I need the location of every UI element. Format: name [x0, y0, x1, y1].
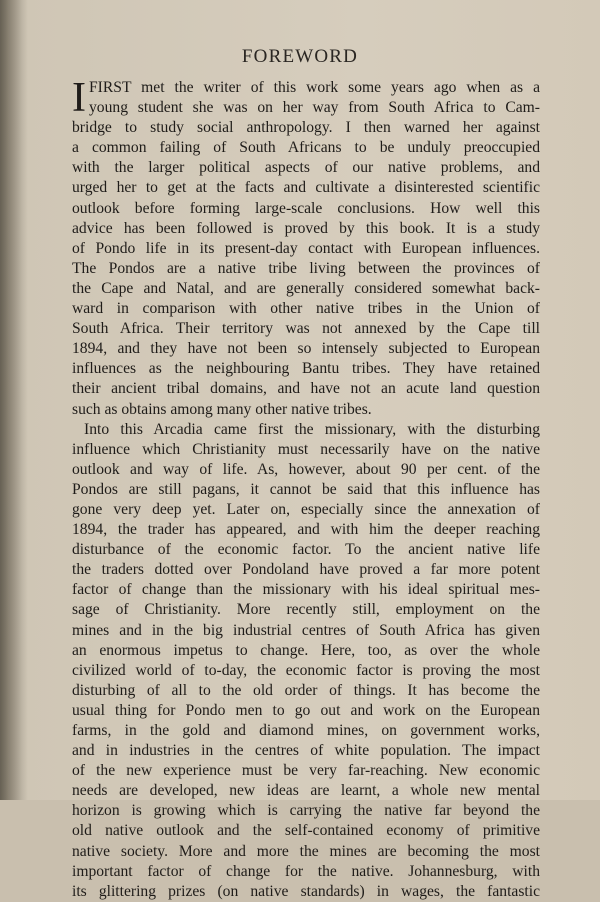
text-line: outlook and way of life. As, however, about 90 per cent. of the [72, 460, 540, 478]
text-line: 1894, the trader has appeared, and with him the deeper reaching [72, 521, 540, 539]
page-gutter-shadow [0, 0, 28, 800]
text-line: of Pondo life in its present-day contact with European influences. [72, 239, 540, 257]
text-line: factor of change than the missionary with his ideal spiritual mes- [72, 581, 540, 599]
text-line: needs are developed, new ideas are learnt, a whole new mental [72, 782, 540, 800]
text-line: bridge to study social anthropology. I then warned her against [72, 119, 540, 137]
text-line: the Cape and Natal, and are generally considered somewhat back- [72, 279, 540, 297]
text-line: young student she was on her way from South Africa to Cam- [89, 99, 540, 117]
text-line: Pondos are still pagans, it cannot be said that this influence has [72, 480, 540, 498]
text-line: important factor of change for the native. Johannesburg, with [72, 862, 540, 880]
text-line: farms, in the gold and diamond mines, on government works, [72, 722, 540, 739]
text-line: gone very deep yet. Later on, especially since the annexation of [72, 500, 540, 518]
text-line: FIRST met the writer of this work some years ago when as a [89, 79, 540, 96]
text-line: disturbing of all to the old order of things. It has become the [72, 681, 540, 699]
text-line: with the larger political aspects of our native problems, and [72, 159, 540, 177]
text-line: influence which Christianity must necessarily have on the native [72, 440, 540, 458]
text-line: Into this Arcadia came first the missionary, with the disturbing [84, 420, 540, 438]
text-line: mines and in the big industrial centres of South Africa has given [72, 621, 540, 639]
text-line: a common failing of South Africans to be unduly preoccupied [72, 139, 540, 157]
text-line: advice has been followed is proved by this book. It is a study [72, 219, 540, 237]
text-line: an enormous impetus to change. Here, too, as over the whole [72, 641, 540, 659]
body-text [72, 75, 540, 902]
text-line: their ancient tribal domains, and have not an acute land question [72, 380, 540, 398]
text-line: outlook before forming large-scale conclusions. How well this [72, 199, 540, 217]
text-line: its glittering prizes (on native standards) in wages, the fantastic [72, 882, 540, 900]
text-line: usual thing for Pondo men to go out and work on the European [72, 701, 540, 719]
text-line: 1894, and they have not been so intensely subjected to European [72, 340, 540, 358]
text-line: and in industries in the centres of white population. The impact [72, 742, 540, 760]
text-line: old native outlook and the self-contained economy of primitive [72, 822, 540, 840]
text-line: South Africa. Their territory was not annexed by the Cape till [72, 320, 540, 338]
text-line: native society. More and more the mines are becoming the most [72, 842, 540, 860]
text-line: horizon is growing which is carrying the native far beyond the [72, 802, 540, 820]
text-line: urged her to get at the facts and cultivate a disinterested scientific [72, 179, 540, 197]
text-line: civilized world of to-day, the economic factor is proving the most [72, 661, 540, 679]
text-line: The Pondos are a native tribe living between the provinces of [72, 259, 540, 277]
text-line: ward in comparison with other native tribes in the Union of [72, 300, 540, 318]
drop-cap: I [72, 75, 86, 121]
text-line: such as obtains among many other native tribes. [72, 400, 372, 418]
text-line: of the new experience must be very far-reaching. New economic [72, 762, 540, 780]
text-line: sage of Christianity. More recently still, employment on the [72, 601, 540, 619]
text-line: disturbance of the economic factor. To the ancient native life [72, 541, 540, 559]
text-line: influences as the neighbouring Bantu tribes. They have retained [72, 360, 540, 378]
text-line: the traders dotted over Pondoland have proved a far more potent [72, 561, 540, 579]
page-title: FOREWORD [241, 46, 359, 67]
